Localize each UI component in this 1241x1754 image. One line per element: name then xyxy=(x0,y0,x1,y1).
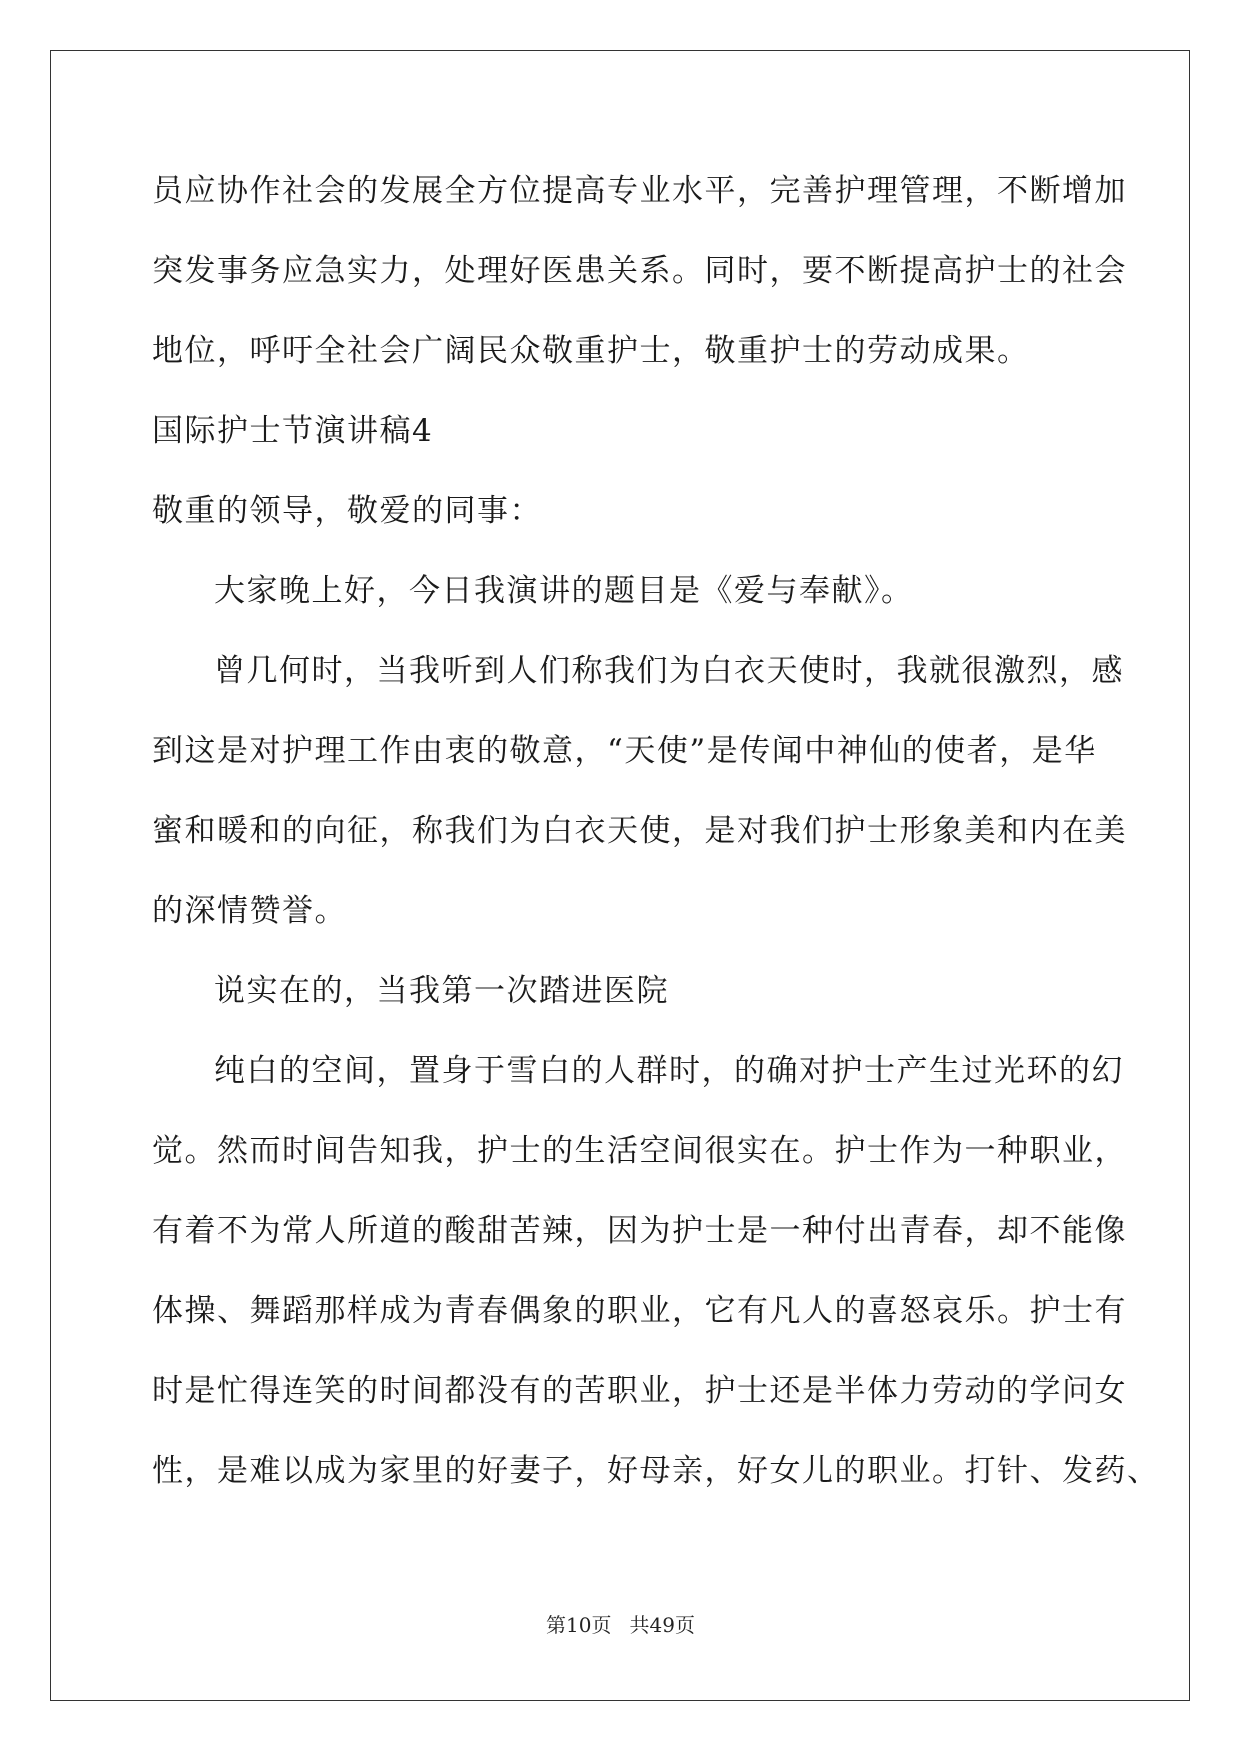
text-line: 员应协作社会的发展全方位提高专业水平，完善护理管理，不断增加 xyxy=(152,173,1127,209)
text-line: 突发事务应急实力，处理好医患关系。同时，要不断提高护士的社会 xyxy=(152,253,1127,289)
text-line: 纯白的空间，置身于雪白的人群时，的确对护士产生过光环的幻 xyxy=(214,1053,1124,1089)
text-line: 的深情赞誉。 xyxy=(152,893,347,929)
text-line: 有着不为常人所道的酸甜苦辣，因为护士是一种付出青春，却不能像 xyxy=(152,1213,1127,1249)
text-line: 曾几何时，当我听到人们称我们为白衣天使时，我就很激烈，感 xyxy=(214,653,1124,689)
text-line: 到这是对护理工作由衷的敬意，“天使”是传闻中神仙的使者，是华 xyxy=(152,733,1097,769)
text-line: 大家晚上好，今日我演讲的题目是《爱与奉献》。 xyxy=(214,573,914,609)
text-line: 蜜和暖和的向征，称我们为白衣天使，是对我们护士形象美和内在美 xyxy=(152,813,1127,849)
text-line: 地位，呼吁全社会广阔民众敬重护士，敬重护士的劳动成果。 xyxy=(152,333,1030,369)
text-line: 说实在的，当我第一次踏进医院 xyxy=(214,973,669,1009)
section-heading: 国际护士节演讲稿4 xyxy=(152,413,434,449)
page-footer xyxy=(0,1612,1241,1638)
text-line: 性，是难以成为家里的好妻子，好母亲，好女儿的职业。打针、发药、 xyxy=(152,1453,1160,1489)
text-line: 体操、舞蹈那样成为青春偶象的职业，它有凡人的喜怒哀乐。护士有 xyxy=(152,1293,1127,1329)
page-total: 共49页 xyxy=(629,1613,695,1637)
salutation: 敬重的领导，敬爱的同事： xyxy=(152,493,542,529)
text-line: 觉。然而时间告知我，护士的生活空间很实在。护士作为一种职业， xyxy=(152,1133,1127,1169)
page-number: 第10页 xyxy=(546,1613,612,1637)
text-line: 时是忙得连笑的时间都没有的苦职业，护士还是半体力劳动的学问女 xyxy=(152,1373,1127,1409)
